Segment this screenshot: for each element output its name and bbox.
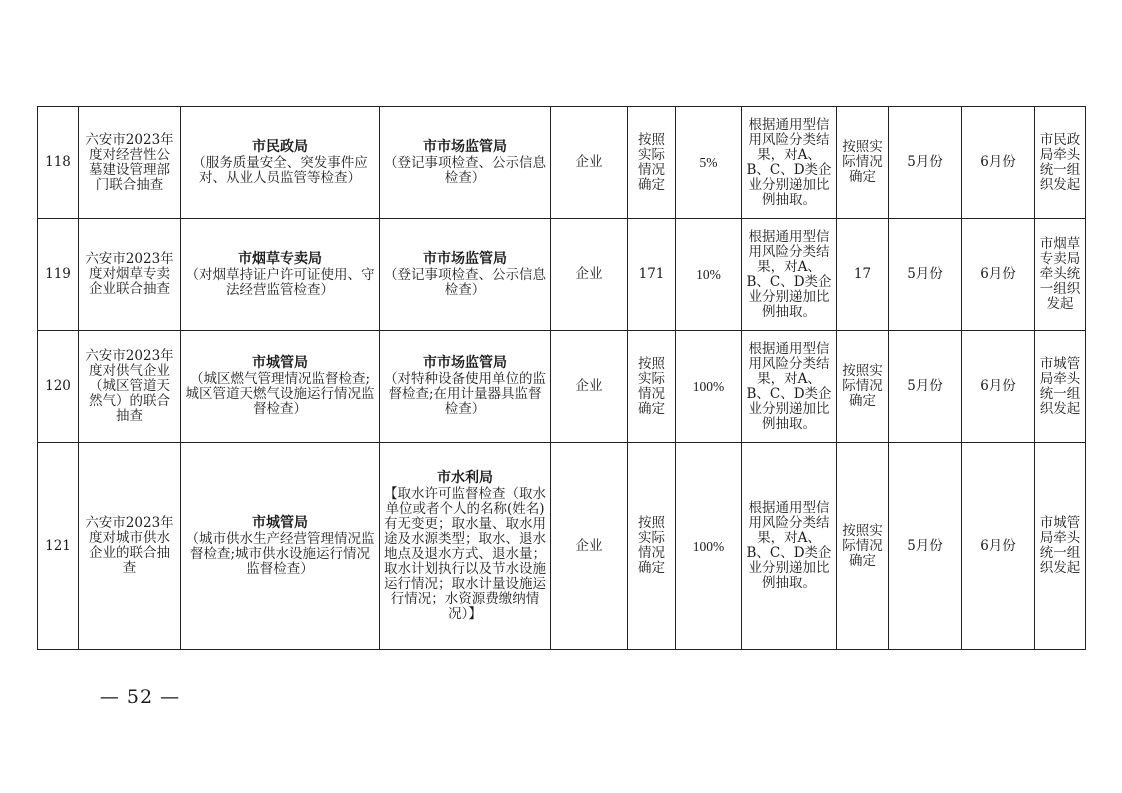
- table-row: [38, 219, 1086, 331]
- object-count-cell: 按照实际情况确定: [628, 331, 676, 443]
- sample-count-cell: 按照实际情况确定: [837, 443, 889, 650]
- sample-count-cell: 按照实际情况确定: [837, 331, 889, 443]
- page-number: — 52 —: [99, 686, 181, 708]
- task-name-cell: 六安市2023年度对供气企业（城区管道天然气）的联合抽查: [79, 331, 181, 443]
- task-name-cell: 六安市2023年度对城市供水企业的联合抽查: [79, 443, 181, 650]
- end-month-cell: 6月份: [962, 331, 1035, 443]
- object-type-cell: 企业: [551, 331, 628, 443]
- row-number-cell: 120: [38, 331, 79, 443]
- start-month-cell: 5月份: [889, 219, 962, 331]
- lead-department-name: 市城管局: [252, 514, 308, 531]
- table-row: [38, 107, 1086, 219]
- task-name-cell: 六安市2023年度对烟草专卖企业联合抽查: [79, 219, 181, 331]
- sampling-method-cell: 根据通用型信用风险分类结果，对A、B、C、D类企业分别递加比例抽取。: [742, 219, 837, 331]
- sampling-method-cell: 根据通用型信用风险分类结果，对A、B、C、D类企业分别递加比例抽取。: [742, 107, 837, 219]
- object-type-cell: 企业: [551, 443, 628, 650]
- inspection-table: [37, 106, 1086, 650]
- note-cell: 市城管局牵头统一组织发起: [1035, 331, 1086, 443]
- sampling-ratio-cell: 5%: [676, 107, 742, 219]
- lead-department-cell: [181, 331, 380, 443]
- joint-department-cell: [380, 219, 551, 331]
- joint-department-name: 市市场监管局: [423, 355, 507, 371]
- sampling-method-cell: 根据通用型信用风险分类结果，对A、B、C、D类企业分别递加比例抽取。: [742, 331, 837, 443]
- table-row: [38, 331, 1086, 443]
- sample-count-cell: 17: [837, 219, 889, 331]
- sampling-method-cell: 根据通用型信用风险分类结果，对A、B、C、D类企业分别递加比例抽取。: [742, 443, 837, 650]
- object-type-cell: 企业: [551, 107, 628, 219]
- lead-department-name: 市城管局: [252, 355, 308, 371]
- row-number-cell: 119: [38, 219, 79, 331]
- start-month-cell: 5月份: [889, 107, 962, 219]
- sampling-ratio-cell: 100%: [676, 331, 742, 443]
- sampling-ratio-cell: 100%: [676, 443, 742, 650]
- lead-department-detail: （对烟草持证户许可证使用、守法经营监管检查）: [185, 266, 375, 298]
- lead-department-detail: （城区燃气管理情况监督检查;城区管道天燃气设施运行情况监督检查）: [185, 371, 375, 417]
- joint-department-cell: [380, 443, 551, 650]
- start-month-cell: 5月份: [889, 331, 962, 443]
- end-month-cell: 6月份: [962, 219, 1035, 331]
- joint-department-cell: [380, 107, 551, 219]
- object-count-cell: 按照实际情况确定: [628, 107, 676, 219]
- joint-department-name: 市市场监管局: [423, 250, 507, 267]
- sample-count-cell: 按照实际情况确定: [837, 107, 889, 219]
- joint-department-detail: （登记事项检查、公示信息检查）: [384, 154, 546, 186]
- lead-department-name: 市民政局: [252, 138, 308, 155]
- row-number-cell: 121: [38, 443, 79, 650]
- task-name-cell: 六安市2023年度对经营性公墓建设管理部门联合抽查: [79, 107, 181, 219]
- lead-department-cell: [181, 107, 380, 219]
- end-month-cell: 6月份: [962, 443, 1035, 650]
- lead-department-detail: （城市供水生产经营管理情况监督检查;城市供水设施运行情况监督检查）: [185, 530, 375, 577]
- lead-department-cell: [181, 443, 380, 650]
- row-number-cell: 118: [38, 107, 79, 219]
- end-month-cell: 6月份: [962, 107, 1035, 219]
- note-cell: 市城管局牵头统一组织发起: [1035, 443, 1086, 650]
- lead-department-name: 市烟草专卖局: [238, 250, 322, 267]
- note-cell: 市烟草专卖局牵头统一组织发起: [1035, 219, 1086, 331]
- joint-department-name: 市市场监管局: [423, 138, 507, 155]
- joint-department-detail: （登记事项检查、公示信息检查）: [384, 266, 546, 298]
- table-row: [38, 443, 1086, 650]
- object-type-cell: 企业: [551, 219, 628, 331]
- note-cell: 市民政局牵头统一组织发起: [1035, 107, 1086, 219]
- joint-department-detail: 【取水许可监督检查（取水单位或者个人的名称(姓名)有无变更；取水量、取水用途及水源类型；取水、退水地点及退水方式、退水量；取水计划执行以及节水设施运行情况；取水计量设施运行情况；水资源费缴纳情况）】: [384, 485, 546, 622]
- lead-department-detail: （服务质量安全、突发事件应对、从业人员监管等检查）: [192, 154, 368, 186]
- lead-department-cell: [181, 219, 380, 331]
- sampling-ratio-cell: 10%: [676, 219, 742, 331]
- start-month-cell: 5月份: [889, 443, 962, 650]
- joint-department-cell: [380, 331, 551, 443]
- joint-department-name: 市水利局: [437, 469, 493, 486]
- object-count-cell: 按照实际情况确定: [628, 443, 676, 650]
- object-count-cell: 171: [628, 219, 676, 331]
- joint-department-detail: （对特种设备使用单位的监督检查;在用计量器具监督检查）: [384, 371, 546, 417]
